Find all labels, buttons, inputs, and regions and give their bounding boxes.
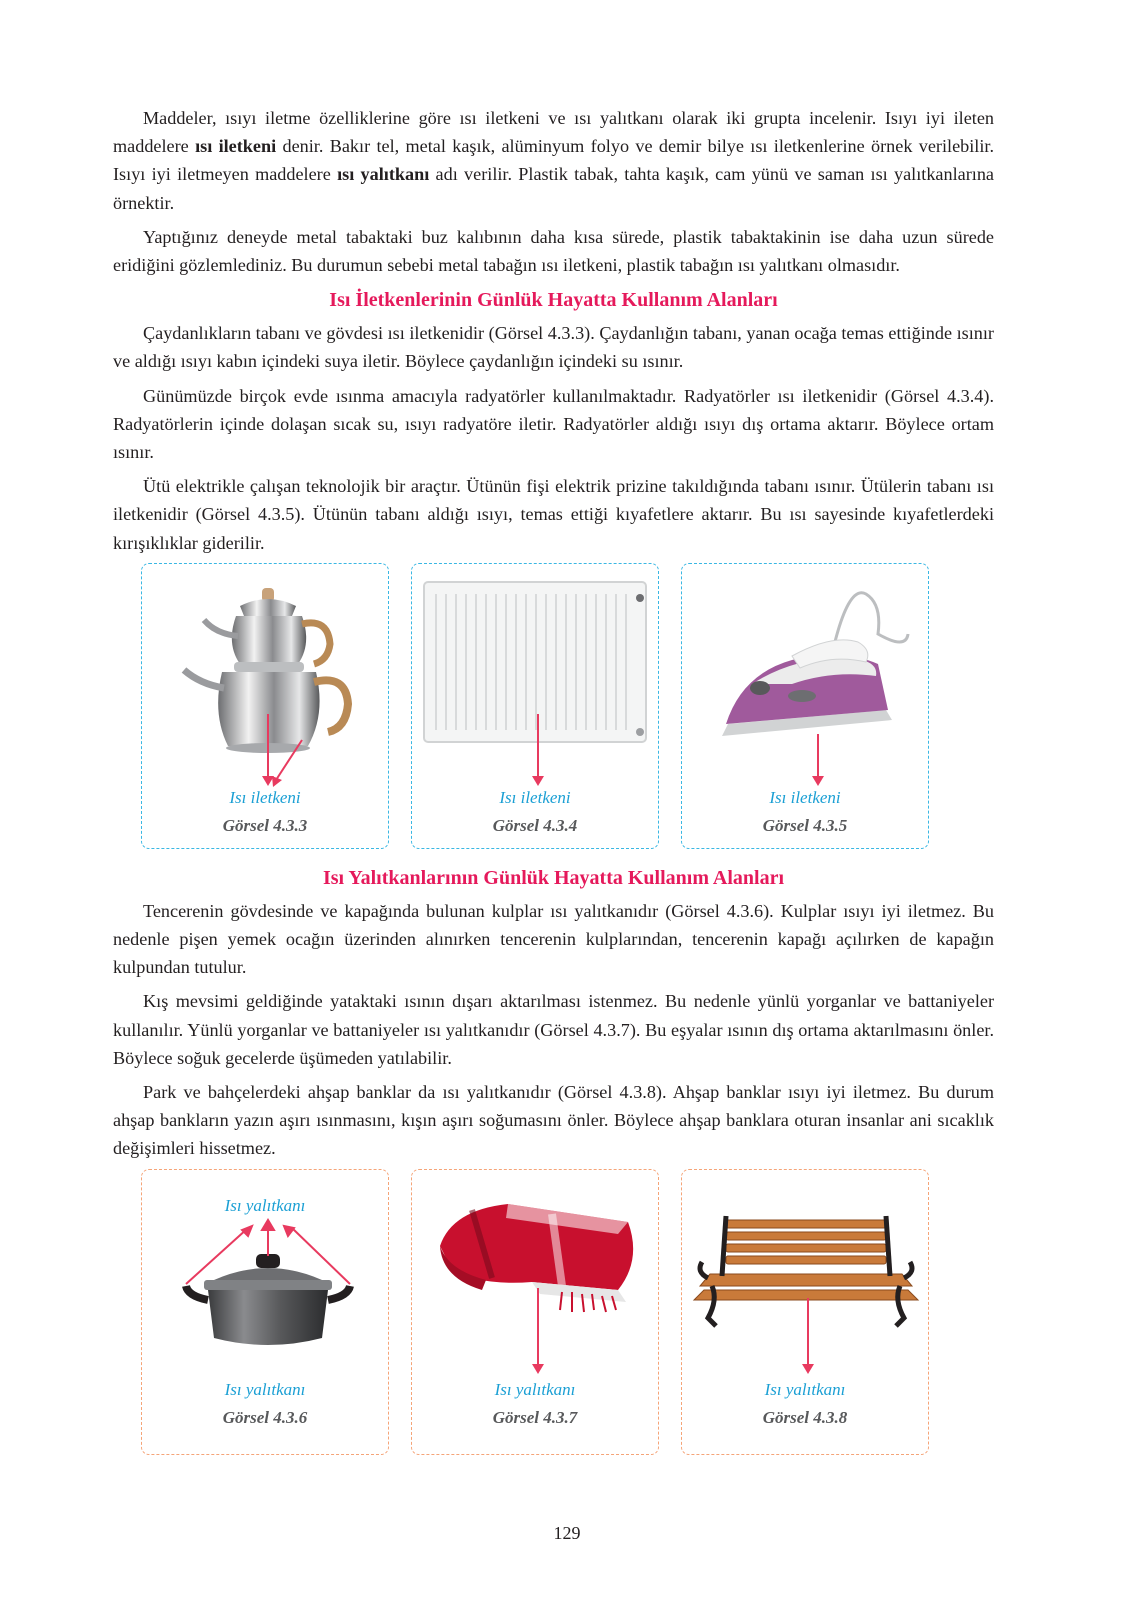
figure-teapot bbox=[141, 563, 389, 849]
paragraph-blanket: Kış mevsimi geldiğinde yataktaki ısının dışarı aktarılması istenmez. Bu nedenle yünlü yorganlar ve battaniyeler kullanılır. Yünlü yorganlar ve battaniyeler ısı yalıtkanıdır (Görsel 4.3.7). Bu eşyalar ısının dış ortama aktarılmasını önler. Böylece soğuk gecelerde üşümeden yatılabilir. bbox=[113, 991, 994, 1068]
figure-label: Isı yalıtkanı bbox=[764, 1379, 846, 1399]
paragraph-bench: Park ve bahçelerdeki ahşap banklar da ısı yalıtkanıdır (Görsel 4.3.8). Ahşap banklar ısıyı iyi iletmez. Bu durum ahşap bankların yazın aşırı ısınmasını, kışın aşırı soğumasını önler. Böylece ahşap banklara oturan insanlar ani sıcaklık değişimleri hissetmez. bbox=[113, 1082, 994, 1159]
figure-label: Isı yalıtkanı bbox=[224, 1379, 306, 1399]
figure-row-insulators bbox=[113, 1169, 994, 1459]
figure-caption: Görsel 4.3.3 bbox=[222, 815, 308, 835]
section-title-conductors: Isı İletkenlerinin Günlük Hayatta Kullanım Alanları bbox=[329, 289, 778, 312]
figure-pot bbox=[141, 1169, 389, 1455]
figure-caption: Görsel 4.3.4 bbox=[492, 815, 578, 835]
figure-caption: Görsel 4.3.6 bbox=[222, 1407, 308, 1427]
figure-label: Isı yalıtkanı bbox=[494, 1379, 576, 1399]
figure-caption: Görsel 4.3.5 bbox=[762, 815, 848, 835]
figure-caption: Görsel 4.3.7 bbox=[492, 1407, 578, 1427]
figure-top-label: Isı yalıtkanı bbox=[224, 1195, 306, 1215]
figure-caption: Görsel 4.3.8 bbox=[762, 1407, 848, 1427]
paragraph-radiator: Günümüzde birçok evde ısınma amacıyla radyatörler kullanılmaktadır. Radyatörler ısı iletkenidir (Görsel 4.3.4). Radyatörlerin içinde dolaşan sıcak su, ısıyı radyatöre iletir. Radyatörler aldığı ısıyı dış ortama aktarır. Böylece ortam ısınır. bbox=[113, 385, 994, 463]
figure-blanket bbox=[411, 1169, 659, 1455]
figure-label: Isı iletkeni bbox=[229, 787, 301, 807]
figure-bench bbox=[681, 1169, 929, 1455]
page-number: 129 bbox=[553, 1523, 581, 1543]
paragraph-iron: Ütü elektrikle çalışan teknolojik bir araçtır. Ütünün fişi elektrik prizine takıldığında tabanı ısınır. Ütülerin tabanı ısı iletkenidir (Görsel 4.3.5). Ütünün tabanı aldığı ısıyı, temas ettiği kıyafetlere aktarır. Bu ısı sayesinde kıyafetlerdeki kırışıklıklar giderilir. bbox=[113, 476, 994, 553]
term-heat-conductor: ısı iletkeni bbox=[195, 136, 277, 157]
figure-radiator bbox=[411, 563, 659, 849]
paragraph-intro-2: Yaptığınız deneyde metal tabaktaki buz kalıbının daha kısa sürede, plastik tabaktakinin ise daha uzun sürede eridiğini gözlemlediniz. Bu durumun sebebi metal tabağın ısı iletkeni, plastik tabağın ısı yalıtkanı olmasıdır. bbox=[113, 226, 994, 276]
paragraph-teapot: Çaydanlıkların tabanı ve gövdesi ısı iletkenidir (Görsel 4.3.3). Çaydanlığın tabanı, yanan ocağa temas ettiğinde ısınır ve aldığı ısıyı kabın içindeki suya iletir. Böylece çaydanlığın içindeki su ısınır. bbox=[113, 323, 994, 372]
page-content bbox=[113, 104, 994, 1469]
term-heat-insulator: ısı yalıtkanı bbox=[337, 164, 430, 185]
figure-row-conductors bbox=[113, 563, 994, 853]
figure-iron bbox=[681, 563, 929, 849]
figure-label: Isı iletkeni bbox=[499, 787, 571, 807]
figure-label: Isı iletkeni bbox=[769, 787, 841, 807]
paragraph-intro-1: Maddeler, ısıyı iletme özelliklerine göre ısı iletkeni ve ısı yalıtkanı olarak iki grupta incelenir. Isıyı iyi ileten maddelere ısı iletkeni denir. Bakır tel, metal kaşık, alüminyum folyo ve demir bilye ısı iletkenlerine örnek verilebilir. Isıyı iyi iletmeyen maddelere ısı yalıtkanı adı verilir. Plastik tabak, tahta kaşık, cam yünü ve saman ısı yalıtkanlarına örnektir. bbox=[113, 108, 994, 213]
section-title-insulators: Isı Yalıtkanlarının Günlük Hayatta Kullanım Alanları bbox=[322, 866, 785, 889]
paragraph-pot: Tencerenin gövdesinde ve kapağında bulunan kulplar ısı yalıtkanıdır (Görsel 4.3.6). Kulplar ısıyı iyi iletmez. Bu nedenle pişen yemek ocağın üzerinden alınırken tencerenin kulplarından, tencerenin kapağı açılırken de kapağın kulpundan tutulur. bbox=[113, 900, 994, 978]
